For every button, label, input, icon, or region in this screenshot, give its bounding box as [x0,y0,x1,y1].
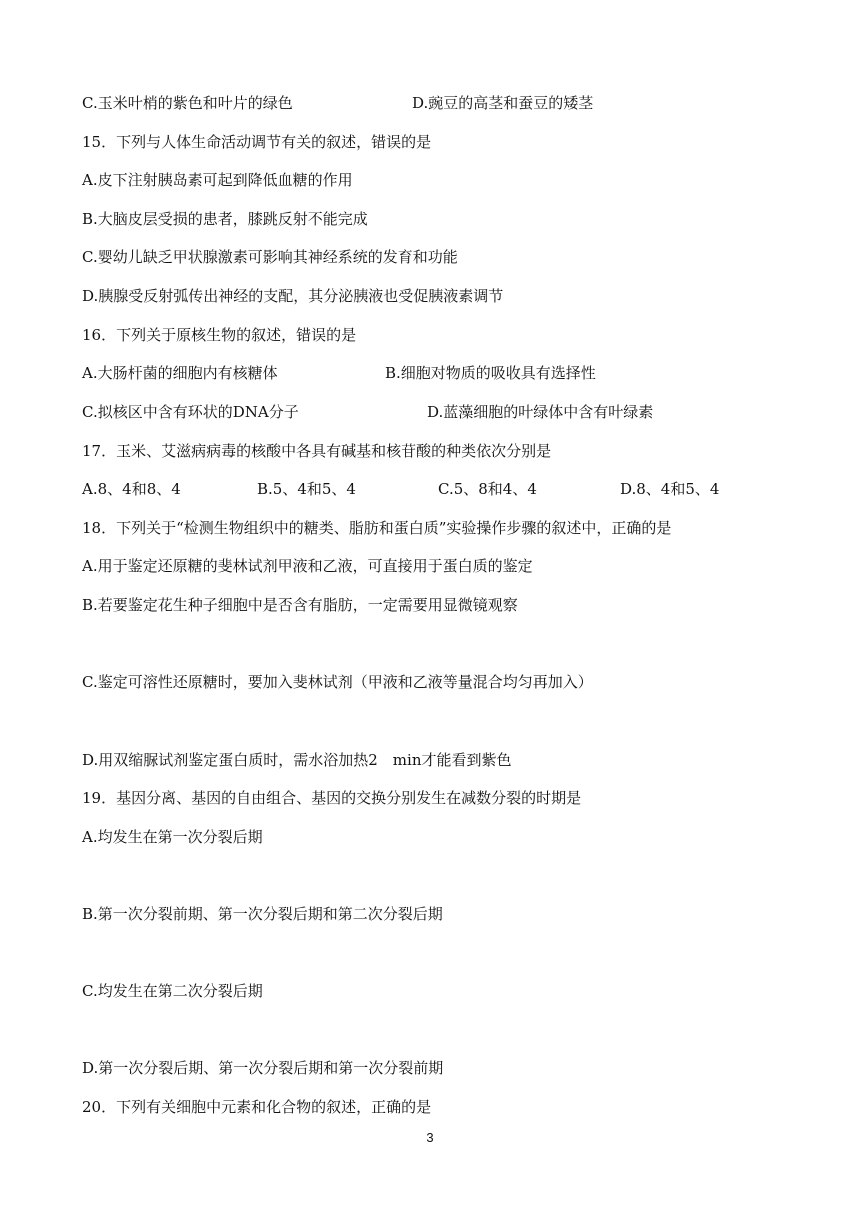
q19-option-b: B.第一次分裂前期、第一次分裂后期和第二次分裂后期 [82,905,443,923]
q18-option-c: C.鉴定可溶性还原糖时，要加入斐林试剂（甲液和乙液等量混合均匀再加入） [82,673,593,691]
q17-stem: 17．玉米、艾滋病病毒的核酸中各具有碱基和核苷酸的种类依次分别是 [82,442,552,460]
q16-option-a: A.大肠杆菌的细胞内有核糖体 [82,364,278,382]
q17-option-b: B.5、4和5、4 [257,480,356,498]
q14-option-d: D.豌豆的高茎和蚕豆的矮茎 [412,94,594,112]
q18-option-a: A.用于鉴定还原糖的斐林试剂甲液和乙液，可直接用于蛋白质的鉴定 [82,557,533,575]
q17-options [82,479,802,499]
q18-stem: 18．下列关于“检测生物组织中的糖类、脂肪和蛋白质”实验操作步骤的叙述中，正确的是 [82,519,672,537]
q20-stem: 20．下列有关细胞中元素和化合物的叙述，正确的是 [82,1098,432,1116]
q17-option-a: A.8、4和8、4 [82,480,181,498]
q16-options-cd [82,402,802,422]
q14-option-c: C.玉米叶梢的紫色和叶片的绿色 [82,94,293,112]
q16-stem: 16．下列关于原核生物的叙述，错误的是 [82,326,357,344]
q15-option-d: D.胰腺受反射弧传出神经的支配，其分泌胰液也受促胰液素调节 [82,287,504,305]
q16-options-ab [82,363,802,383]
q16-option-b: B.细胞对物质的吸收具有选择性 [385,364,596,382]
q18-option-d: D.用双缩脲试剂鉴定蛋白质时，需水浴加热2 min才能看到紫色 [82,751,512,769]
q15-option-b: B.大脑皮层受损的患者，膝跳反射不能完成 [82,210,368,228]
q15-option-a: A.皮下注射胰岛素可起到降低血糖的作用 [82,171,353,189]
q16-option-d: D.蓝藻细胞的叶绿体中含有叶绿素 [427,403,654,421]
q19-option-a: A.均发生在第一次分裂后期 [82,828,263,846]
q14-options-cd [82,93,802,113]
q19-option-d: D.第一次分裂后期、第一次分裂后期和第一次分裂前期 [82,1059,444,1077]
q18-option-b: B.若要鉴定花生种子细胞中是否含有脂肪，一定需要用显微镜观察 [82,596,518,614]
q16-option-c: C.拟核区中含有环状的DNA分子 [82,403,299,421]
q17-option-c: C.5、8和4、4 [438,480,537,498]
q19-stem: 19．基因分离、基因的自由组合、基因的交换分别发生在减数分裂的时期是 [82,789,582,807]
q15-stem: 15．下列与人体生命活动调节有关的叙述，错误的是 [82,133,432,151]
page-number: 3 [426,1130,434,1145]
q15-option-c: C.婴幼儿缺乏甲状腺激素可影响其神经系统的发育和功能 [82,248,458,266]
q17-option-d: D.8、4和5、4 [620,480,720,498]
q19-option-c: C.均发生在第二次分裂后期 [82,982,263,1000]
